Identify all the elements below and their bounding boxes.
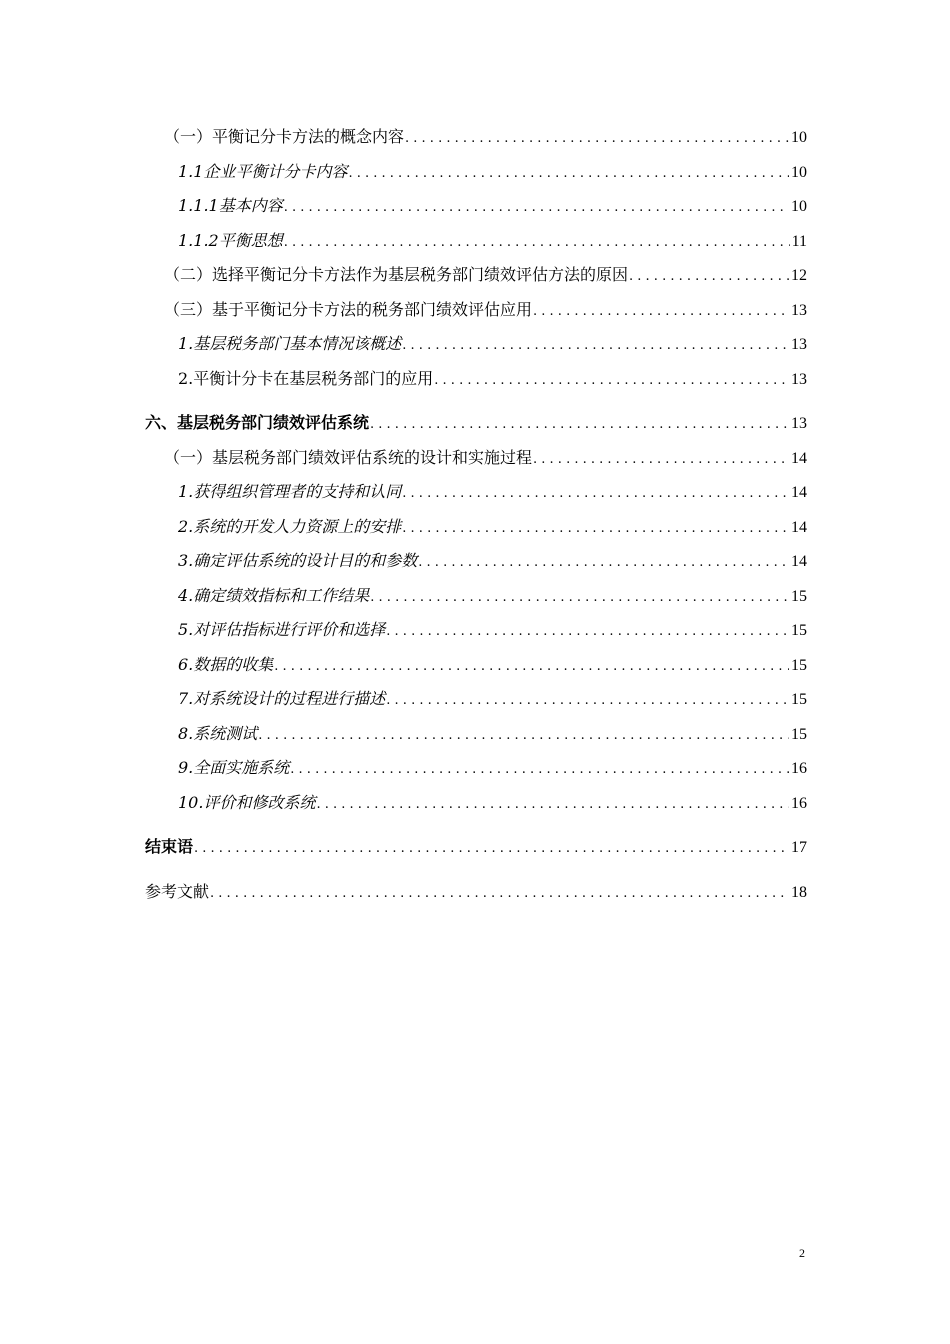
- toc-dot-leader: [290, 753, 789, 788]
- toc-entry-page: 15: [791, 656, 807, 674]
- toc-entry-page: 13: [791, 415, 807, 432]
- toc-dot-leader: [386, 615, 789, 650]
- toc-entry-title: 1.1.2平衡思想: [178, 230, 283, 250]
- toc-entry-page: 16: [791, 794, 807, 812]
- toc-entry[interactable]: [145, 682, 807, 717]
- toc-entry-page: 17: [791, 839, 807, 856]
- toc-entry-title: （一）平衡记分卡方法的概念内容: [164, 127, 405, 146]
- page-number: 2: [799, 1246, 805, 1260]
- toc-entry-page: 13: [791, 301, 807, 319]
- toc-entry-title: 1.1企业平衡计分卡内容: [178, 161, 348, 181]
- toc-dot-leader: [370, 581, 789, 616]
- toc-entry[interactable]: [145, 510, 807, 545]
- toc-entry[interactable]: [145, 327, 807, 362]
- toc-entry-title: （三）基于平衡记分卡方法的税务部门绩效评估应用: [164, 299, 533, 319]
- toc-entry-page: 10: [791, 163, 807, 181]
- toc-entry-page: 15: [791, 691, 807, 708]
- toc-entry-title: 4.确定绩效指标和工作结果: [178, 585, 370, 605]
- toc-entry[interactable]: [145, 258, 807, 293]
- toc-entry-title: 7.对系统设计的过程进行描述: [178, 689, 386, 708]
- toc-entry[interactable]: [145, 648, 807, 683]
- toc-dot-leader: [274, 650, 789, 685]
- toc-entry-page: 14: [791, 553, 807, 570]
- toc-entry-title: 5.对评估指标进行评价和选择: [178, 620, 386, 639]
- toc-dot-leader: [316, 788, 789, 823]
- toc-dot-leader: [629, 260, 789, 295]
- toc-dot-leader: [284, 191, 789, 226]
- toc-dot-leader: [533, 295, 789, 330]
- toc-entry-page: 10: [791, 129, 807, 146]
- toc-entry-title: 10.评价和修改系统: [178, 792, 316, 812]
- toc-dot-leader: [402, 329, 789, 364]
- toc-dot-leader: [533, 443, 789, 478]
- toc-entry[interactable]: [145, 751, 807, 786]
- toc-entry-title: 结束语: [145, 837, 194, 856]
- toc-entry[interactable]: [145, 875, 807, 910]
- toc-entry-title: 9.全面实施系统: [178, 758, 290, 777]
- toc-entry-page: 15: [791, 725, 807, 743]
- toc-entry-title: 3.确定评估系统的设计目的和参数: [178, 551, 418, 570]
- toc-entry-page: 14: [791, 518, 807, 536]
- table-of-contents: [145, 120, 807, 909]
- toc-entry[interactable]: [145, 579, 807, 614]
- toc-dot-leader: [418, 546, 789, 581]
- toc-entry-page: 15: [791, 622, 807, 639]
- toc-entry-title: 1.获得组织管理者的支持和认同: [178, 482, 402, 501]
- toc-dot-leader: [370, 408, 789, 443]
- toc-entry[interactable]: [145, 362, 807, 397]
- toc-dot-leader: [402, 512, 789, 547]
- toc-dot-leader: [434, 364, 789, 399]
- toc-entry[interactable]: [145, 717, 807, 752]
- toc-entry[interactable]: [145, 406, 807, 441]
- toc-dot-leader: [348, 157, 789, 192]
- toc-entry[interactable]: [145, 830, 807, 865]
- toc-entry[interactable]: [145, 441, 807, 476]
- toc-entry-title: 6.数据的收集: [178, 654, 274, 674]
- toc-entry[interactable]: [145, 155, 807, 190]
- toc-entry[interactable]: [145, 613, 807, 648]
- toc-entry-title: 1.基层税务部门基本情况该概述: [178, 334, 402, 353]
- toc-entry-title: 参考文献: [145, 881, 210, 901]
- toc-entry-page: 16: [791, 760, 807, 777]
- toc-entry-title: 2.平衡计分卡在基层税务部门的应用: [178, 368, 434, 388]
- toc-dot-leader: [284, 226, 790, 261]
- toc-dot-leader: [386, 684, 789, 719]
- toc-dot-leader: [194, 832, 789, 867]
- toc-entry-page: 18: [791, 883, 807, 901]
- toc-dot-leader: [405, 122, 789, 157]
- toc-entry-title: 六、基层税务部门绩效评估系统: [145, 413, 370, 432]
- toc-entry[interactable]: [145, 224, 807, 259]
- toc-entry-page: 10: [791, 198, 807, 215]
- toc-entry-page: 15: [791, 587, 807, 605]
- toc-entry-title: 1.1.1基本内容: [178, 196, 283, 215]
- toc-entry-page: 11: [791, 232, 807, 250]
- toc-entry-page: 12: [791, 267, 807, 284]
- toc-dot-leader: [258, 719, 789, 754]
- toc-entry-title: 8.系统测试: [178, 723, 258, 743]
- toc-entry-title: （一）基层税务部门绩效评估系统的设计和实施过程: [164, 447, 533, 467]
- toc-entry[interactable]: [145, 544, 807, 579]
- toc-entry[interactable]: [145, 189, 807, 224]
- toc-entry[interactable]: [145, 475, 807, 510]
- toc-entry[interactable]: [145, 120, 807, 155]
- toc-dot-leader: [402, 477, 789, 512]
- toc-entry-page: 14: [791, 449, 807, 467]
- toc-dot-leader: [210, 877, 789, 912]
- toc-entry-page: 14: [791, 484, 807, 501]
- toc-entry[interactable]: [145, 293, 807, 328]
- toc-entry[interactable]: [145, 786, 807, 821]
- toc-entry-title: （二）选择平衡记分卡方法作为基层税务部门绩效评估方法的原因: [164, 265, 629, 284]
- toc-entry-page: 13: [791, 370, 807, 388]
- toc-entry-title: 2.系统的开发人力资源上的安排: [178, 516, 402, 536]
- toc-entry-page: 13: [791, 336, 807, 353]
